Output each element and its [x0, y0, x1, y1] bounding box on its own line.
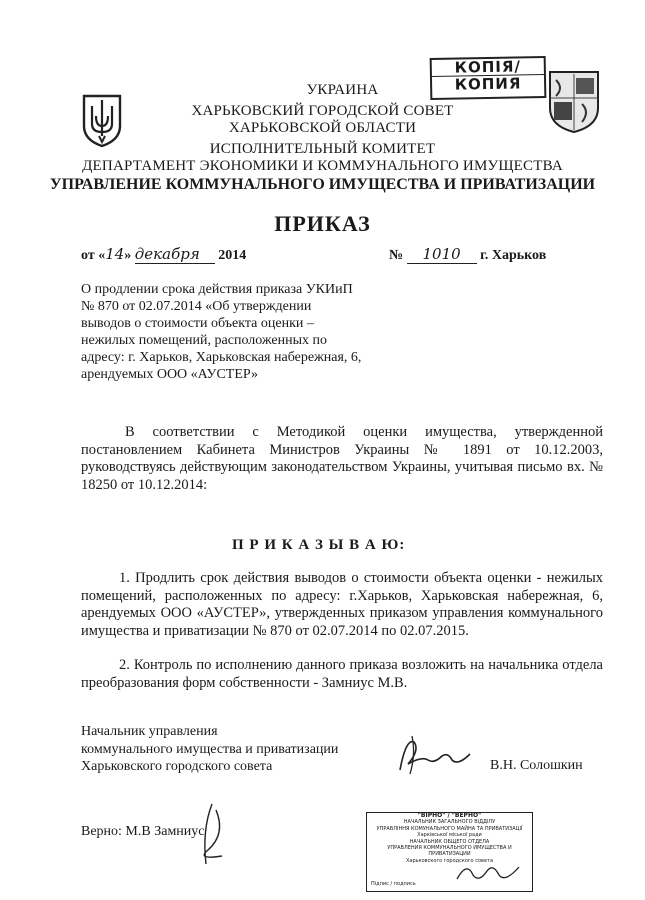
- handwritten-signature-icon: [392, 730, 474, 778]
- verno-stamp-line: Харківської міської ради: [417, 832, 482, 839]
- header-department: ДЕПАРТАМЕНТ ЭКОНОМИКИ И КОММУНАЛЬНОГО ИМУЩЕСТВА: [82, 158, 563, 174]
- verno-stamp-line: НАЧАЛЬНИК ЗАГАЛЬНОГО ВІДДІЛУ: [403, 819, 496, 826]
- verifier-signature-icon: [182, 800, 242, 870]
- header-country: УКРАИНА: [306, 82, 379, 98]
- date-month: декабря: [135, 245, 215, 264]
- copy-stamp-line2: КОПИЯ: [454, 74, 522, 94]
- signature-title-line: Начальник управления: [81, 724, 218, 739]
- copy-stamp-line1: КОПІЯ/: [432, 58, 544, 77]
- header-directorate: УПРАВЛЕНИЕ КОММУНАЛЬНОГО ИМУЩЕСТВА И ПРИВАТИЗАЦИИ: [49, 176, 596, 193]
- order-word: П Р И К А З Ы В А Ю:: [232, 537, 406, 553]
- verno-stamp-sign-label: Підпис / подпись: [371, 880, 416, 887]
- subject-line: арендуемых ООО «АУСТЕР»: [81, 367, 259, 382]
- date-day: 14: [105, 245, 125, 263]
- subject-block: [81, 281, 421, 383]
- verno-stamp-line: УПРАВЛЕНИЯ КОММУНАЛЬНОГО ИМУЩЕСТВА И ПРИВАТИЗАЦИИ: [387, 845, 512, 858]
- signatory-name: В.Н. Солошкин: [490, 758, 583, 773]
- signature-title-line: коммунального имущества и приватизации: [81, 741, 339, 757]
- signature-title-line: Харьковского городского совета: [81, 759, 273, 774]
- subject-line: О продлении срока действия приказа УКИиП: [81, 282, 353, 297]
- subject-line: адресу: г. Харьков, Харьковская набережная, 6,: [81, 350, 362, 365]
- verno-stamp-line: УПРАВЛІННЯ КОМУНАЛЬНОГО МАЙНА ТА ПРИВАТИЗАЦІЇ: [376, 825, 523, 832]
- page-title: ПРИКАЗ: [274, 211, 371, 236]
- date-prefix: от «: [81, 248, 106, 263]
- header-council: ХАРЬКОВСКИЙ ГОРОДСКОЙ СОВЕТ: [191, 103, 454, 119]
- verno-stamp-line: НАЧАЛЬНИК ОБЩЕГО ОТДЕЛА: [409, 838, 490, 845]
- order-number: 1010: [407, 245, 477, 264]
- subject-line: выводов о стоимости объекта оценки –: [81, 316, 314, 331]
- subject-line: № 870 от 02.07.2014 «Об утверждении: [81, 299, 312, 314]
- preamble: В соответствии с Методикой оценки имущества, утвержденной постановлением Кабинета Министров Украины № 1891 от 10.12.2003, руководствуясь действующим законодательством Украины, учитывая письмо вх. № 18250 от 10.12.2014:: [81, 424, 603, 493]
- stamp-signature-icon: [453, 857, 523, 887]
- header-committee: ИСПОЛНИТЕЛЬНЫЙ КОМИТЕТ: [209, 141, 436, 157]
- date-line: [81, 245, 246, 264]
- order-city: г. Харьков: [480, 248, 547, 263]
- verno-stamp-line: Харьковского городского совета: [405, 857, 494, 864]
- date-mid: »: [124, 248, 132, 263]
- verified-label: Верно: М.В Замниус: [81, 824, 205, 839]
- verno-stamp-title: "ВІРНО" / "ВЕРНО": [417, 812, 482, 819]
- header-region: ХАРЬКОВСКОЙ ОБЛАСТИ: [228, 120, 417, 136]
- signature-block: [81, 723, 338, 776]
- order-number-prefix: №: [389, 248, 404, 263]
- order-number-line: [389, 245, 546, 264]
- verno-stamp: [366, 812, 533, 892]
- subject-line: нежилых помещений, расположенных по: [81, 333, 327, 348]
- order-item-2: 2. Контроль по исполнению данного приказа возложить на начальника отдела преобразования форм собственности - Замниус М.В.: [81, 657, 603, 691]
- date-year: 2014: [218, 248, 247, 263]
- order-item-1: 1. Продлить срок действия выводов о стоимости объекта оценки - нежилых помещений, расположенных по адресу: г.Харьков, Харьковская набережная, 6, арендуемых ООО «АУСТЕР», утвержденных приказом управления коммунального имущества и приватизации № 870 от 02.07.2014 по 02.07.2015.: [81, 570, 603, 639]
